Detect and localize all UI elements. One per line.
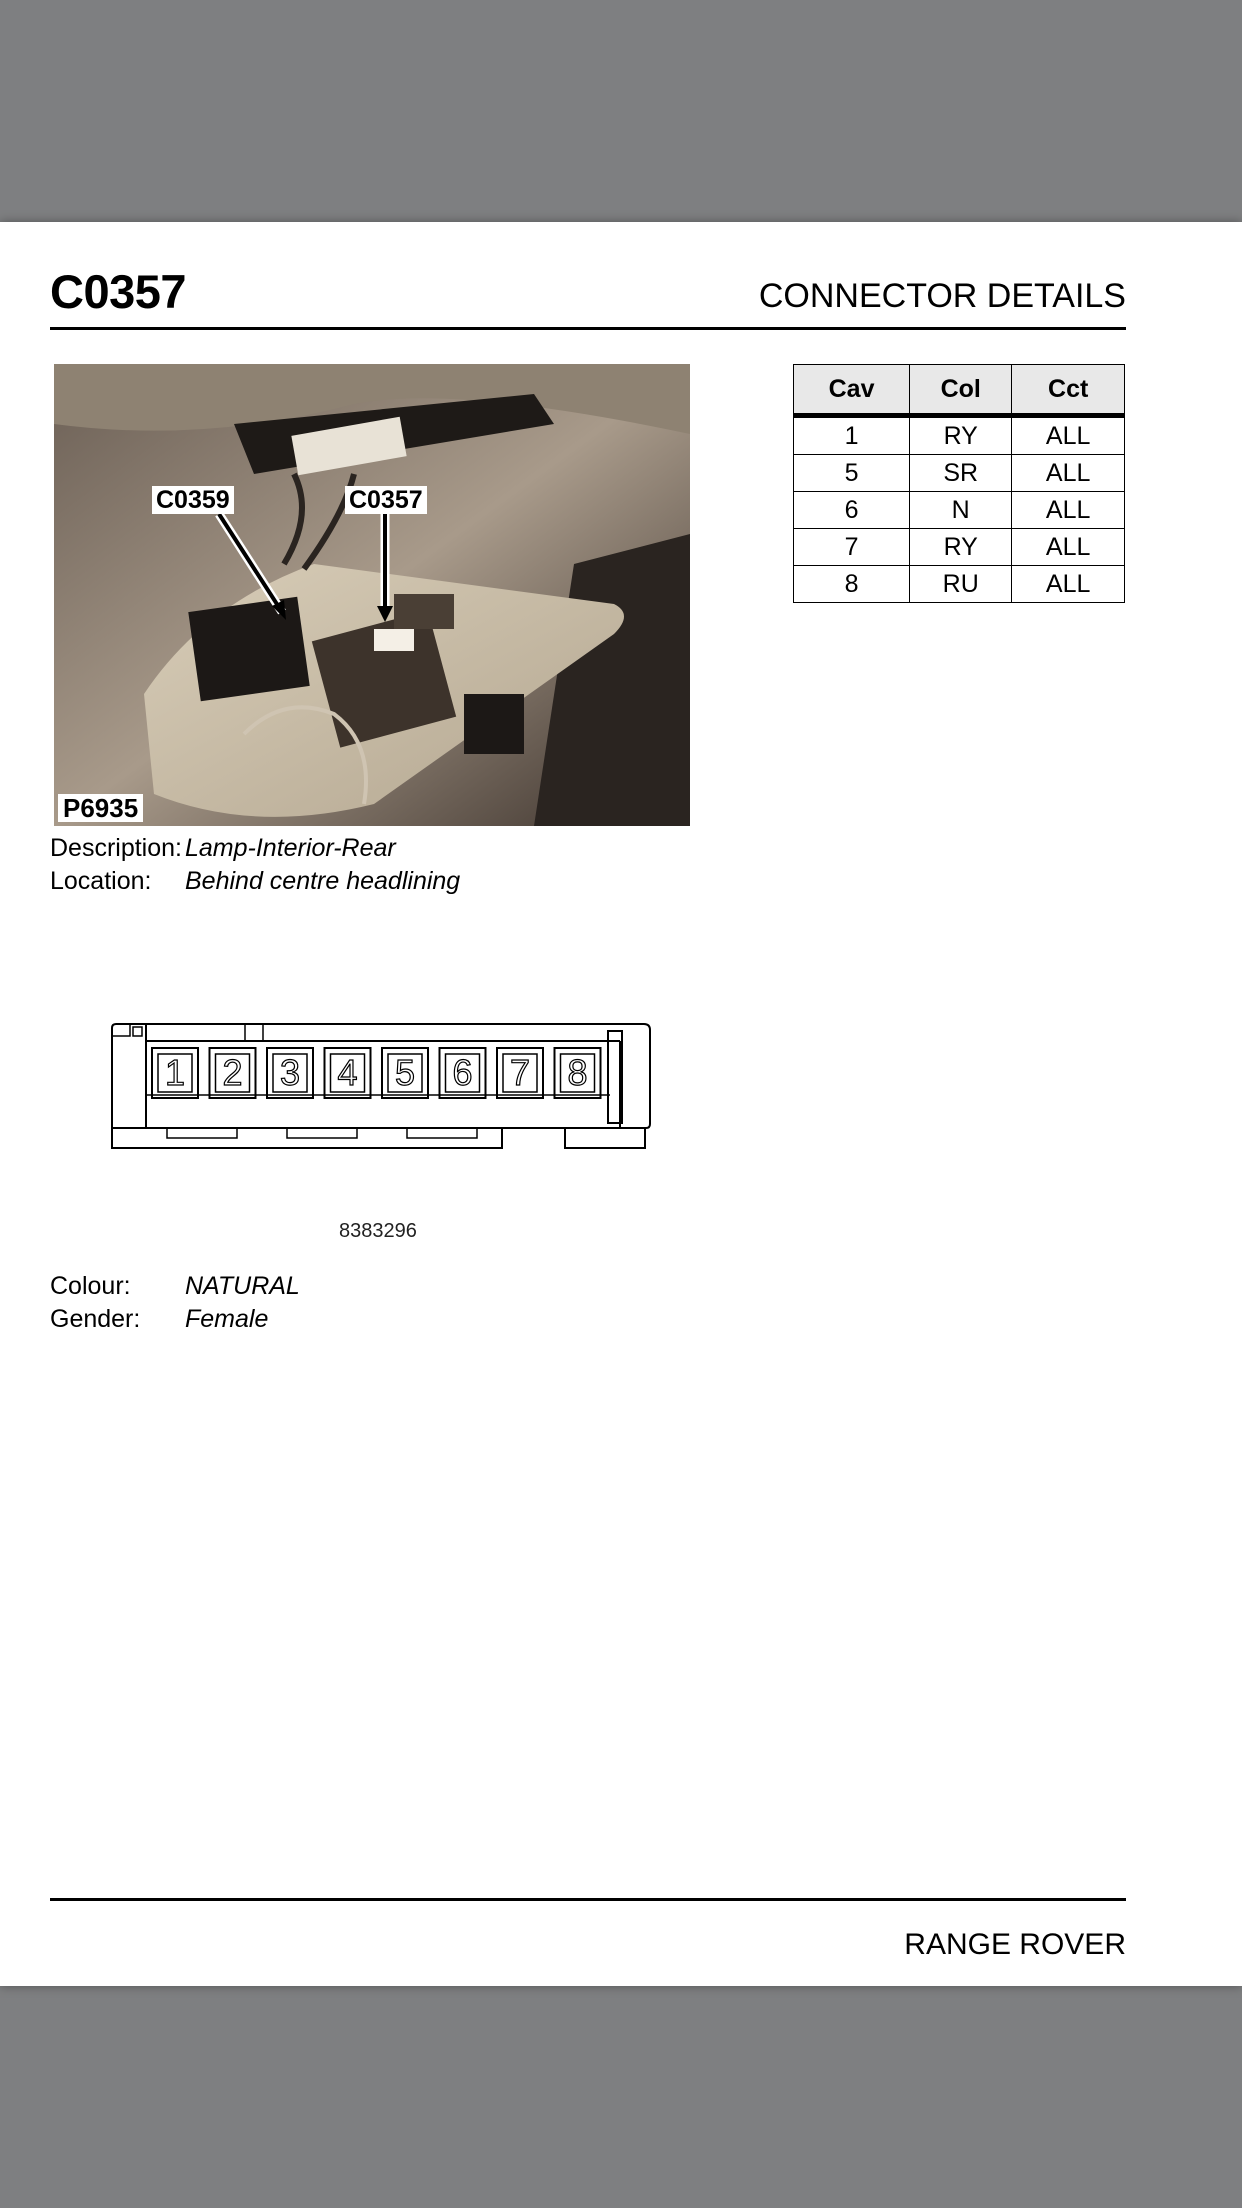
cav-cell: 8 xyxy=(794,566,910,603)
connector-pin-6 xyxy=(440,1048,486,1098)
cav-cell: 7 xyxy=(794,529,910,566)
connector-pin-3 xyxy=(267,1048,313,1098)
header-divider xyxy=(50,327,1126,330)
col-cell: SR xyxy=(910,455,1012,492)
cct-cell: ALL xyxy=(1012,455,1125,492)
callout-c0357: C0357 xyxy=(345,486,427,514)
connector-face-diagram xyxy=(110,1022,660,1182)
footer-divider xyxy=(50,1898,1126,1901)
connector-location-photo xyxy=(54,364,690,826)
connector-pin-1 xyxy=(152,1048,198,1098)
gender-label: Gender: xyxy=(50,1305,141,1333)
cav-cell: 1 xyxy=(794,416,910,455)
vehicle-model: RANGE ROVER xyxy=(904,1928,1126,1961)
connector-part-number: 8383296 xyxy=(339,1220,417,1242)
table-header-row xyxy=(794,365,1125,416)
cct-cell: ALL xyxy=(1012,492,1125,529)
colour-value: NATURAL xyxy=(185,1272,300,1300)
pin-number: 6 xyxy=(452,1052,473,1093)
pin-number: 3 xyxy=(279,1052,301,1093)
table-row xyxy=(794,455,1125,492)
cct-cell: ALL xyxy=(1012,529,1125,566)
page-title: CONNECTOR DETAILS xyxy=(758,277,1126,315)
col-cell: RY xyxy=(910,529,1012,566)
description-label: Description: xyxy=(50,834,182,862)
location-label: Location: xyxy=(50,867,152,895)
gender-row xyxy=(50,1305,268,1334)
gender-value: Female xyxy=(185,1305,269,1333)
pin-number: 4 xyxy=(337,1052,358,1093)
description-row xyxy=(50,834,396,863)
connector-pin-4 xyxy=(325,1048,371,1098)
table-row xyxy=(794,416,1125,455)
pin-number: 7 xyxy=(509,1052,531,1093)
cct-cell: ALL xyxy=(1012,566,1125,603)
document-page xyxy=(0,222,1242,1986)
table-row xyxy=(794,529,1125,566)
connector-pin-2 xyxy=(210,1048,256,1098)
callout-c0359: C0359 xyxy=(152,486,234,514)
cav-cell: 6 xyxy=(794,492,910,529)
colour-label: Colour: xyxy=(50,1272,131,1300)
pin-number: 8 xyxy=(567,1052,588,1093)
cav-cell: 5 xyxy=(794,455,910,492)
header-cct: Cct xyxy=(1012,365,1125,416)
cct-cell: ALL xyxy=(1012,416,1125,455)
pin-number: 5 xyxy=(394,1052,416,1093)
photo-illustration xyxy=(54,364,690,826)
colour-row xyxy=(50,1272,300,1301)
col-cell: RY xyxy=(910,416,1012,455)
col-cell: RU xyxy=(910,566,1012,603)
photo-reference: P6935 xyxy=(58,794,143,822)
description-value: Lamp-Interior-Rear xyxy=(185,834,396,862)
pin-number: 1 xyxy=(164,1052,186,1093)
col-cell: N xyxy=(910,492,1012,529)
connector-pin-8 xyxy=(555,1048,601,1098)
connector-pin-5 xyxy=(382,1048,428,1098)
connector-code: C0357 xyxy=(50,265,186,318)
location-value: Behind centre headlining xyxy=(185,867,461,895)
pin-number: 2 xyxy=(222,1052,243,1093)
location-row xyxy=(50,867,460,896)
table-row xyxy=(794,492,1125,529)
connector-pin-7 xyxy=(497,1048,543,1098)
pinout-table xyxy=(793,364,1125,603)
connector-pins xyxy=(152,1048,601,1098)
header-col: Col xyxy=(910,365,1012,416)
header-cav: Cav xyxy=(794,365,910,416)
table-row xyxy=(794,566,1125,603)
